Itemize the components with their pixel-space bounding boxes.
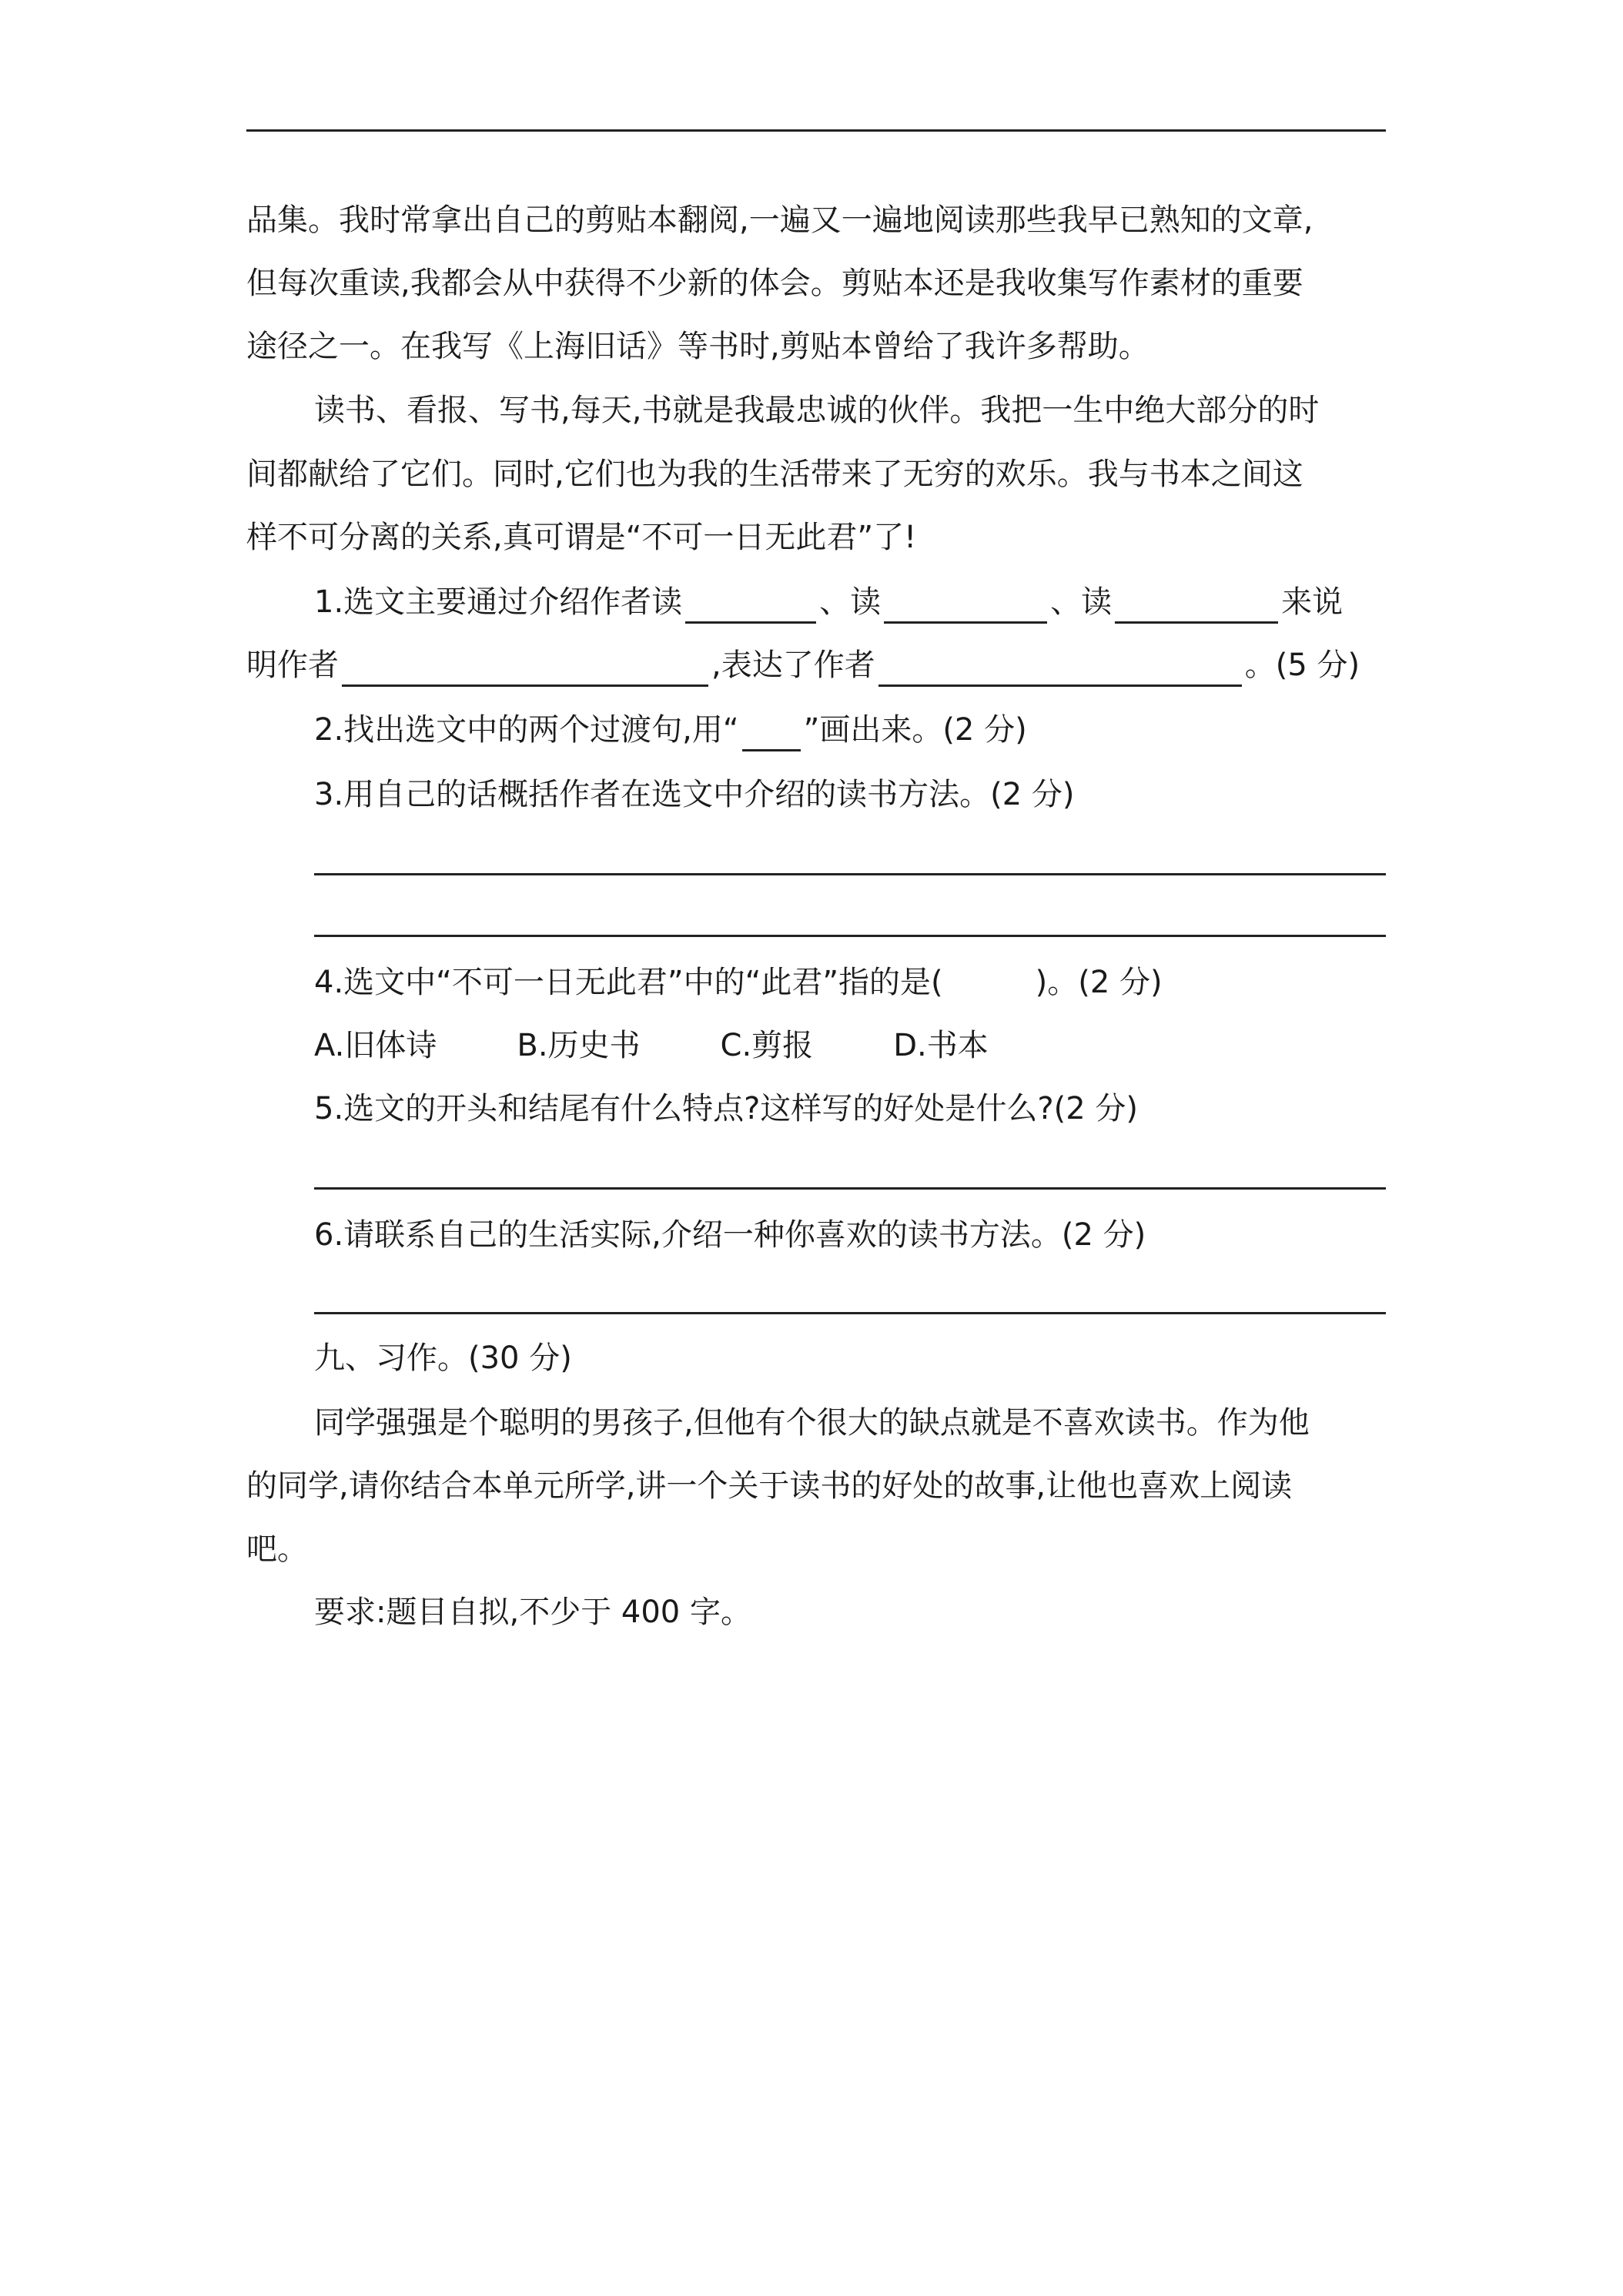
passage-line: 品集。我时常拿出自己的剪贴本翻阅,一遍又一遍地阅读那些我早已熟知的文章, (246, 202, 1313, 238)
passage-line: 读书、看报、写书,每天,书就是我最忠诚的伙伴。我把一生中绝大部分的时 (314, 393, 1320, 428)
question-text: 1.选文主要通过介绍作者读 (314, 584, 683, 620)
question-text: )。(2 分) (1035, 965, 1163, 1000)
question-6: 6.请联系自己的生活实际,介绍一种你喜欢的读书方法。(2 分) (314, 1217, 1146, 1253)
question-text: 明作者 (246, 648, 339, 683)
fill-blank[interactable] (1115, 587, 1278, 624)
option-c[interactable]: C.剪报 (720, 1028, 814, 1063)
question-text: ”画出来。(2 分) (803, 712, 1027, 748)
header-rule (246, 129, 1386, 132)
passage-line: 途径之一。在我写《上海旧话》等书时,剪贴本曾给了我许多帮助。 (246, 329, 1149, 364)
question-text: 。(5 分) (1244, 648, 1360, 683)
question-3: 3.用自己的话概括作者在选文中介绍的读书方法。(2 分) (314, 777, 1075, 812)
answer-line[interactable] (314, 935, 1386, 937)
option-b[interactable]: B.历史书 (517, 1028, 641, 1063)
question-5: 5.选文的开头和结尾有什么特点?这样写的好处是什么?(2 分) (314, 1091, 1138, 1126)
passage-line: 但每次重读,我都会从中获得不少新的体会。剪贴本还是我收集写作素材的重要 (246, 266, 1303, 301)
question-text: 、读 (819, 584, 882, 620)
answer-line[interactable] (314, 1312, 1386, 1314)
essay-prompt-line: 的同学,请你结合本单元所学,讲一个关于读书的好处的故事,让他也喜欢上阅读 (246, 1468, 1293, 1504)
question-text: 、读 (1050, 584, 1113, 620)
option-d[interactable]: D.书本 (893, 1028, 989, 1063)
question-text: 2.找出选文中的两个过渡句,用“ (314, 712, 739, 748)
essay-prompt-line: 吧。 (246, 1531, 308, 1567)
section-9-heading: 九、习作。(30 分) (314, 1340, 572, 1376)
question-4-options (314, 1024, 1386, 1067)
answer-line[interactable] (314, 1187, 1386, 1190)
answer-line[interactable] (314, 873, 1386, 875)
question-2 (314, 708, 1386, 751)
question-text: 4.选文中“不可一日无此君”中的“此君”指的是( (314, 965, 943, 1000)
fill-blank[interactable] (685, 587, 816, 624)
passage-line: 样不可分离的关系,真可谓是“不可一日无此君”了! (246, 520, 917, 555)
fill-blank[interactable] (878, 651, 1242, 687)
question-4 (314, 961, 1386, 1004)
essay-requirement: 要求:题目自拟,不少于 400 字。 (314, 1595, 751, 1630)
question-text: 来说 (1281, 584, 1344, 620)
question-1-line-2 (246, 644, 1386, 687)
underline-sample (742, 715, 801, 751)
question-text: ,表达了作者 (711, 648, 875, 683)
essay-prompt-line: 同学强强是个聪明的男孩子,但他有个很大的缺点就是不喜欢读书。作为他 (314, 1405, 1310, 1441)
passage-line: 间都献给了它们。同时,它们也为我的生活带来了无穷的欢乐。我与书本之间这 (246, 457, 1303, 492)
option-a[interactable]: A.旧体诗 (314, 1028, 437, 1063)
fill-blank[interactable] (342, 651, 708, 687)
fill-blank[interactable] (884, 587, 1047, 624)
question-1-line-1 (314, 581, 1386, 624)
